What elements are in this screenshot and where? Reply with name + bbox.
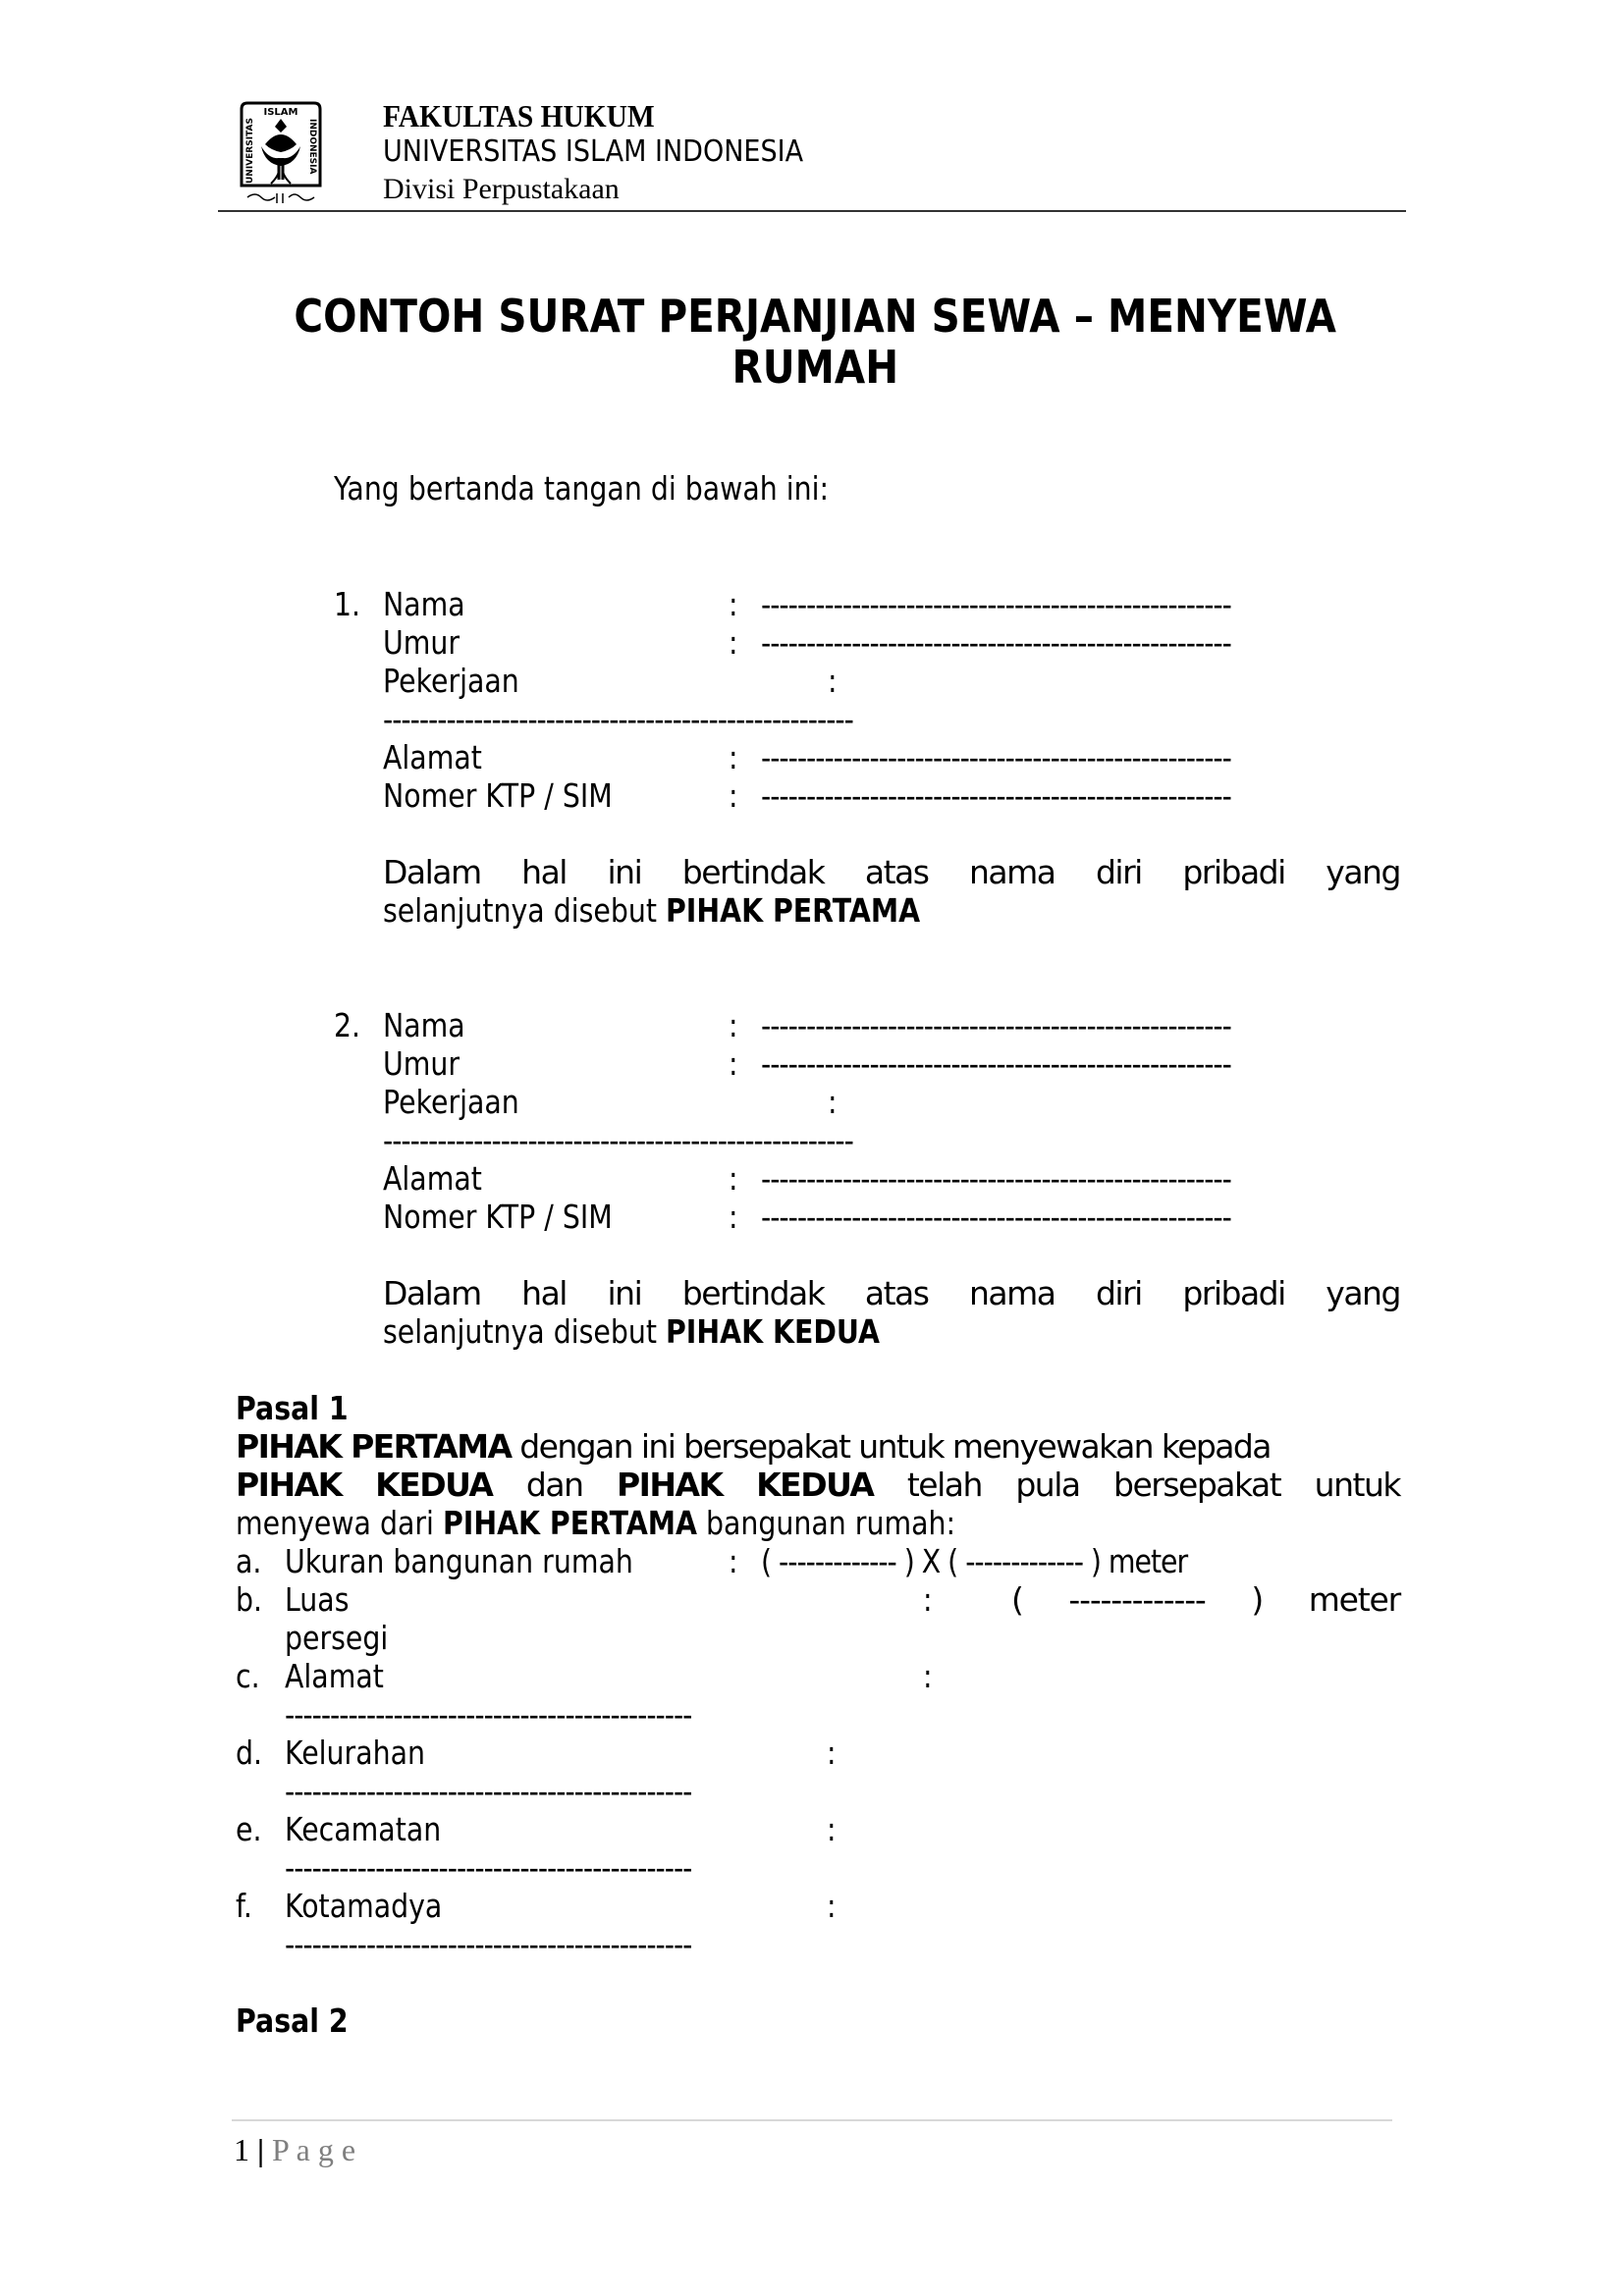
- svg-text:INDONESIA: INDONESIA: [307, 119, 317, 175]
- item-marker: b.: [236, 1580, 263, 1619]
- university-name: UNIVERSITAS ISLAM INDONESIA: [383, 134, 804, 169]
- word: KEDUA: [756, 1466, 874, 1504]
- word: telah: [906, 1466, 982, 1504]
- field-colon: :: [828, 662, 838, 700]
- word: ini: [607, 1274, 642, 1312]
- party-role: PIHAK PERTAMA: [236, 1427, 512, 1466]
- field-colon: :: [729, 1044, 738, 1083]
- footer-separator: |: [257, 2132, 265, 2167]
- word: Dalam: [383, 1274, 481, 1312]
- item-label: Kecamatan: [285, 1810, 442, 1848]
- footer-divider: [232, 2119, 1392, 2121]
- word: KEDUA: [375, 1466, 493, 1504]
- word: atas: [864, 1274, 929, 1312]
- building-size-field[interactable]: ( ------------- ) X ( ------------- ) meter: [761, 1542, 1188, 1580]
- party-role: PIHAK KEDUA: [666, 1312, 881, 1351]
- party-statement: [383, 853, 1400, 930]
- word: Dalam: [383, 853, 481, 891]
- page-label: P a g e: [272, 2132, 356, 2167]
- statement-line-1: [383, 1274, 1400, 1312]
- house-address-field[interactable]: ---------------------------------------------: [285, 1695, 692, 1734]
- field-label: Umur: [383, 623, 460, 662]
- kotamadya-field[interactable]: ---------------------------------------------: [285, 1925, 692, 1963]
- statement-line-2: [383, 891, 1258, 930]
- word: atas: [864, 853, 929, 891]
- pasal-1-line-2: [236, 1466, 1400, 1504]
- word: yang: [1326, 1274, 1400, 1312]
- document-title-continued: [196, 342, 1434, 393]
- item-colon: :: [827, 1810, 837, 1848]
- header-divider: [218, 210, 1406, 212]
- area-blank: -------------: [1068, 1580, 1206, 1619]
- occupation-field[interactable]: ----------------------------------------------------: [383, 700, 853, 738]
- word: ini: [607, 853, 642, 891]
- field-label: Nomer KTP / SIM: [383, 1198, 613, 1236]
- item-colon: :: [827, 1734, 837, 1772]
- item-colon: :: [923, 1657, 933, 1695]
- item-colon: :: [923, 1580, 933, 1619]
- area-field[interactable]: [1011, 1580, 1400, 1619]
- word: yang: [1326, 853, 1400, 891]
- item-label: Alamat: [285, 1657, 384, 1695]
- kecamatan-field[interactable]: ---------------------------------------------: [285, 1848, 692, 1887]
- age-field[interactable]: ----------------------------------------------------: [761, 1044, 1231, 1083]
- title-line-1: CONTOH SURAT PERJANJIAN SEWA – MENYEWA: [294, 290, 1336, 343]
- field-colon: :: [828, 1083, 838, 1121]
- word: pribadi: [1182, 1274, 1285, 1312]
- word: bersepakat: [1113, 1466, 1281, 1504]
- field-label: Nama: [383, 1006, 465, 1044]
- section-heading: Pasal 1: [236, 1389, 349, 1427]
- field-colon: :: [729, 623, 738, 662]
- pasal-1-line-3: [236, 1504, 955, 1542]
- field-colon: :: [729, 1159, 738, 1198]
- body-text: menyewa dari: [236, 1504, 443, 1542]
- division-name: Divisi Perpustakaan: [383, 173, 620, 205]
- word: bertindak: [681, 853, 825, 891]
- statement-prefix: selanjutnya disebut: [383, 891, 667, 930]
- field-label: Nomer KTP / SIM: [383, 776, 613, 815]
- party-role: PIHAK PERTAMA: [442, 1504, 698, 1542]
- name-field[interactable]: ----------------------------------------------------: [761, 1006, 1231, 1044]
- item-label: Kelurahan: [285, 1734, 425, 1772]
- word: pula: [1015, 1466, 1080, 1504]
- word: pribadi: [1182, 853, 1285, 891]
- svg-text:UNIVERSITAS: UNIVERSITAS: [245, 118, 255, 184]
- item-label: Kotamadya: [285, 1887, 443, 1925]
- word: nama: [968, 853, 1056, 891]
- item-label: Ukuran bangunan rumah: [285, 1542, 633, 1580]
- field-label: Alamat: [383, 1159, 482, 1198]
- party-number: 2.: [334, 1006, 361, 1044]
- field-colon: :: [729, 585, 738, 623]
- body-text: bangunan rumah:: [697, 1504, 956, 1542]
- field-label: Nama: [383, 585, 465, 623]
- university-logo: [236, 101, 326, 207]
- statement-prefix: selanjutnya disebut: [383, 1312, 667, 1351]
- field-colon: :: [729, 738, 738, 776]
- item-continuation: persegi: [285, 1619, 389, 1657]
- document-title: [196, 291, 1434, 342]
- item-marker: c.: [236, 1657, 260, 1695]
- field-label: Umur: [383, 1044, 460, 1083]
- item-marker: f.: [236, 1887, 252, 1925]
- svg-text:ISLAM: ISLAM: [263, 107, 298, 118]
- uii-emblem-icon: [236, 101, 326, 207]
- statement-line-1: [383, 853, 1400, 891]
- field-colon: :: [729, 776, 738, 815]
- page-footer: [234, 2132, 355, 2167]
- kelurahan-field[interactable]: ---------------------------------------------: [285, 1772, 692, 1810]
- item-colon: :: [827, 1887, 837, 1925]
- name-field[interactable]: ----------------------------------------------------: [761, 585, 1231, 623]
- party-statement: [383, 1274, 1400, 1351]
- title-line-2: RUMAH: [731, 341, 898, 394]
- item-marker: a.: [236, 1542, 262, 1580]
- address-field[interactable]: ----------------------------------------------------: [761, 1159, 1231, 1198]
- word: hal: [521, 853, 567, 891]
- unit-label: meter: [1308, 1580, 1400, 1619]
- field-label: Pekerjaan: [383, 1083, 519, 1121]
- field-colon: :: [729, 1006, 738, 1044]
- field-label: Pekerjaan: [383, 662, 519, 700]
- word: nama: [968, 1274, 1056, 1312]
- occupation-field[interactable]: ----------------------------------------------------: [383, 1121, 853, 1159]
- word: diri: [1095, 1274, 1142, 1312]
- party-role: PIHAK PERTAMA: [666, 891, 921, 930]
- word: diri: [1095, 853, 1142, 891]
- faculty-name: FAKULTAS HUKUM: [383, 98, 655, 133]
- item-colon: :: [729, 1542, 738, 1580]
- word: hal: [521, 1274, 567, 1312]
- item-marker: e.: [236, 1810, 262, 1848]
- word: untuk: [1314, 1466, 1400, 1504]
- age-field[interactable]: ----------------------------------------------------: [761, 623, 1231, 662]
- field-label: Alamat: [383, 738, 482, 776]
- id-number-field[interactable]: ----------------------------------------------------: [761, 1198, 1231, 1236]
- body-text: dengan ini bersepakat untuk menyewakan kepada: [511, 1427, 1271, 1466]
- word: PIHAK: [236, 1466, 342, 1504]
- party-number: 1.: [334, 585, 361, 623]
- intro-text: Yang bertanda tangan di bawah ini:: [334, 469, 830, 507]
- statement-line-2: [383, 1312, 1258, 1351]
- word: dan: [525, 1466, 583, 1504]
- address-field[interactable]: ----------------------------------------------------: [761, 738, 1231, 776]
- field-colon: :: [729, 1198, 738, 1236]
- item-marker: d.: [236, 1734, 263, 1772]
- open-paren: (: [1011, 1580, 1023, 1619]
- item-label: Luas: [285, 1580, 350, 1619]
- word: PIHAK: [616, 1466, 723, 1504]
- close-paren: ): [1251, 1580, 1264, 1619]
- page-number: 1: [234, 2132, 249, 2167]
- word: bertindak: [681, 1274, 825, 1312]
- id-number-field[interactable]: ----------------------------------------------------: [761, 776, 1231, 815]
- section-heading: Pasal 2: [236, 2002, 349, 2040]
- pasal-1-line-1: [236, 1427, 1400, 1466]
